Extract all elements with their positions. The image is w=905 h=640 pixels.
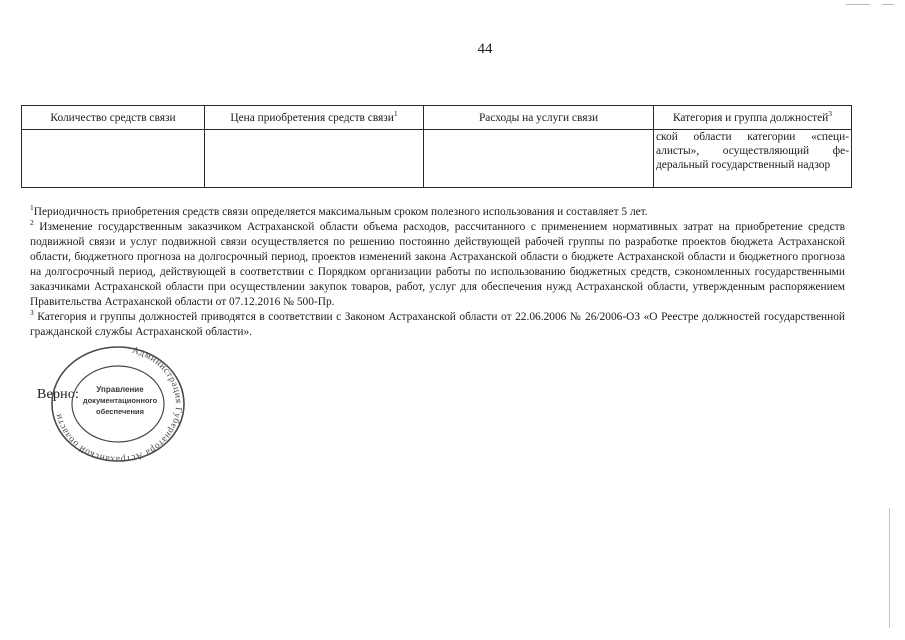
cell-category: ской области категории «специ-алисты», осуществляющий фе-деральный государственный надзор <box>654 130 852 188</box>
cell-price <box>205 130 424 188</box>
scan-artifact <box>882 4 894 5</box>
cell-expenses <box>424 130 654 188</box>
table-row <box>22 130 852 188</box>
header-expenses: Расходы на услуги связи <box>424 106 654 130</box>
footnote-3: $^3$ Категория и группы должностей приводятся в соответствии с Законом Астраханской области от 22.06.2006 № 26/2006-ОЗ «О Реестре должностей государственной гражданской службы Астраханской области». <box>30 308 845 338</box>
footnote-2: $^2$ Изменение государственным заказчиком Астраханской области объема расходов, рассчитанного с применением нормативных затрат на приобретение средств подвижной связи и услуг подвижной связи осуществляется по решению постоянно действующей рабочей группы по разработке проектов бюджета Астраханской области, бюджетного прогноза на долгосрочный период, проектов изменений закона Астраханской области о бюджете Астраханской области и бюджетного прогноза на долгосрочный период, действующей в соответствии с Порядком организации работы по использованию бюджетных средств, сэкономленных государственными заказчиками Астраханской области при осуществлении закупок товаров, работ, услуг для обеспечения нужд Астраханской области, утвержденным распоряжением Правительства Астраханской области от 07.12.2016 № 500-Пр. <box>30 218 845 308</box>
table-header-row <box>22 106 852 130</box>
scan-artifact <box>846 4 870 5</box>
resources-table <box>21 105 852 188</box>
seal-line-3: обеспечения <box>95 407 145 416</box>
official-seal <box>48 343 188 463</box>
cell-quantity <box>22 130 205 188</box>
seal-line-2: документационного <box>82 396 158 405</box>
footnotes <box>30 205 845 340</box>
header-price: Цена приобретения средств связи$^1$ <box>205 106 424 130</box>
page-number: 44 <box>477 41 493 57</box>
certification-label: Верно: <box>37 387 80 402</box>
footnote-ref-1: 1 <box>393 108 398 118</box>
seal-line-1: Управление <box>96 385 144 394</box>
scan-artifact <box>889 508 890 628</box>
seal-ring-text: Администрация Губернатора Астраханской области <box>53 345 184 463</box>
footnote-1: $^1$Периодичность приобретения средств связи определяется максимальным сроком полезного использования и составляет 5 лет. <box>30 203 648 218</box>
footnote-ref-3: 3 <box>828 108 833 118</box>
header-quantity: Количество средств связи <box>22 106 205 130</box>
header-category: Категория и группа должностей$^3$ <box>654 106 852 130</box>
